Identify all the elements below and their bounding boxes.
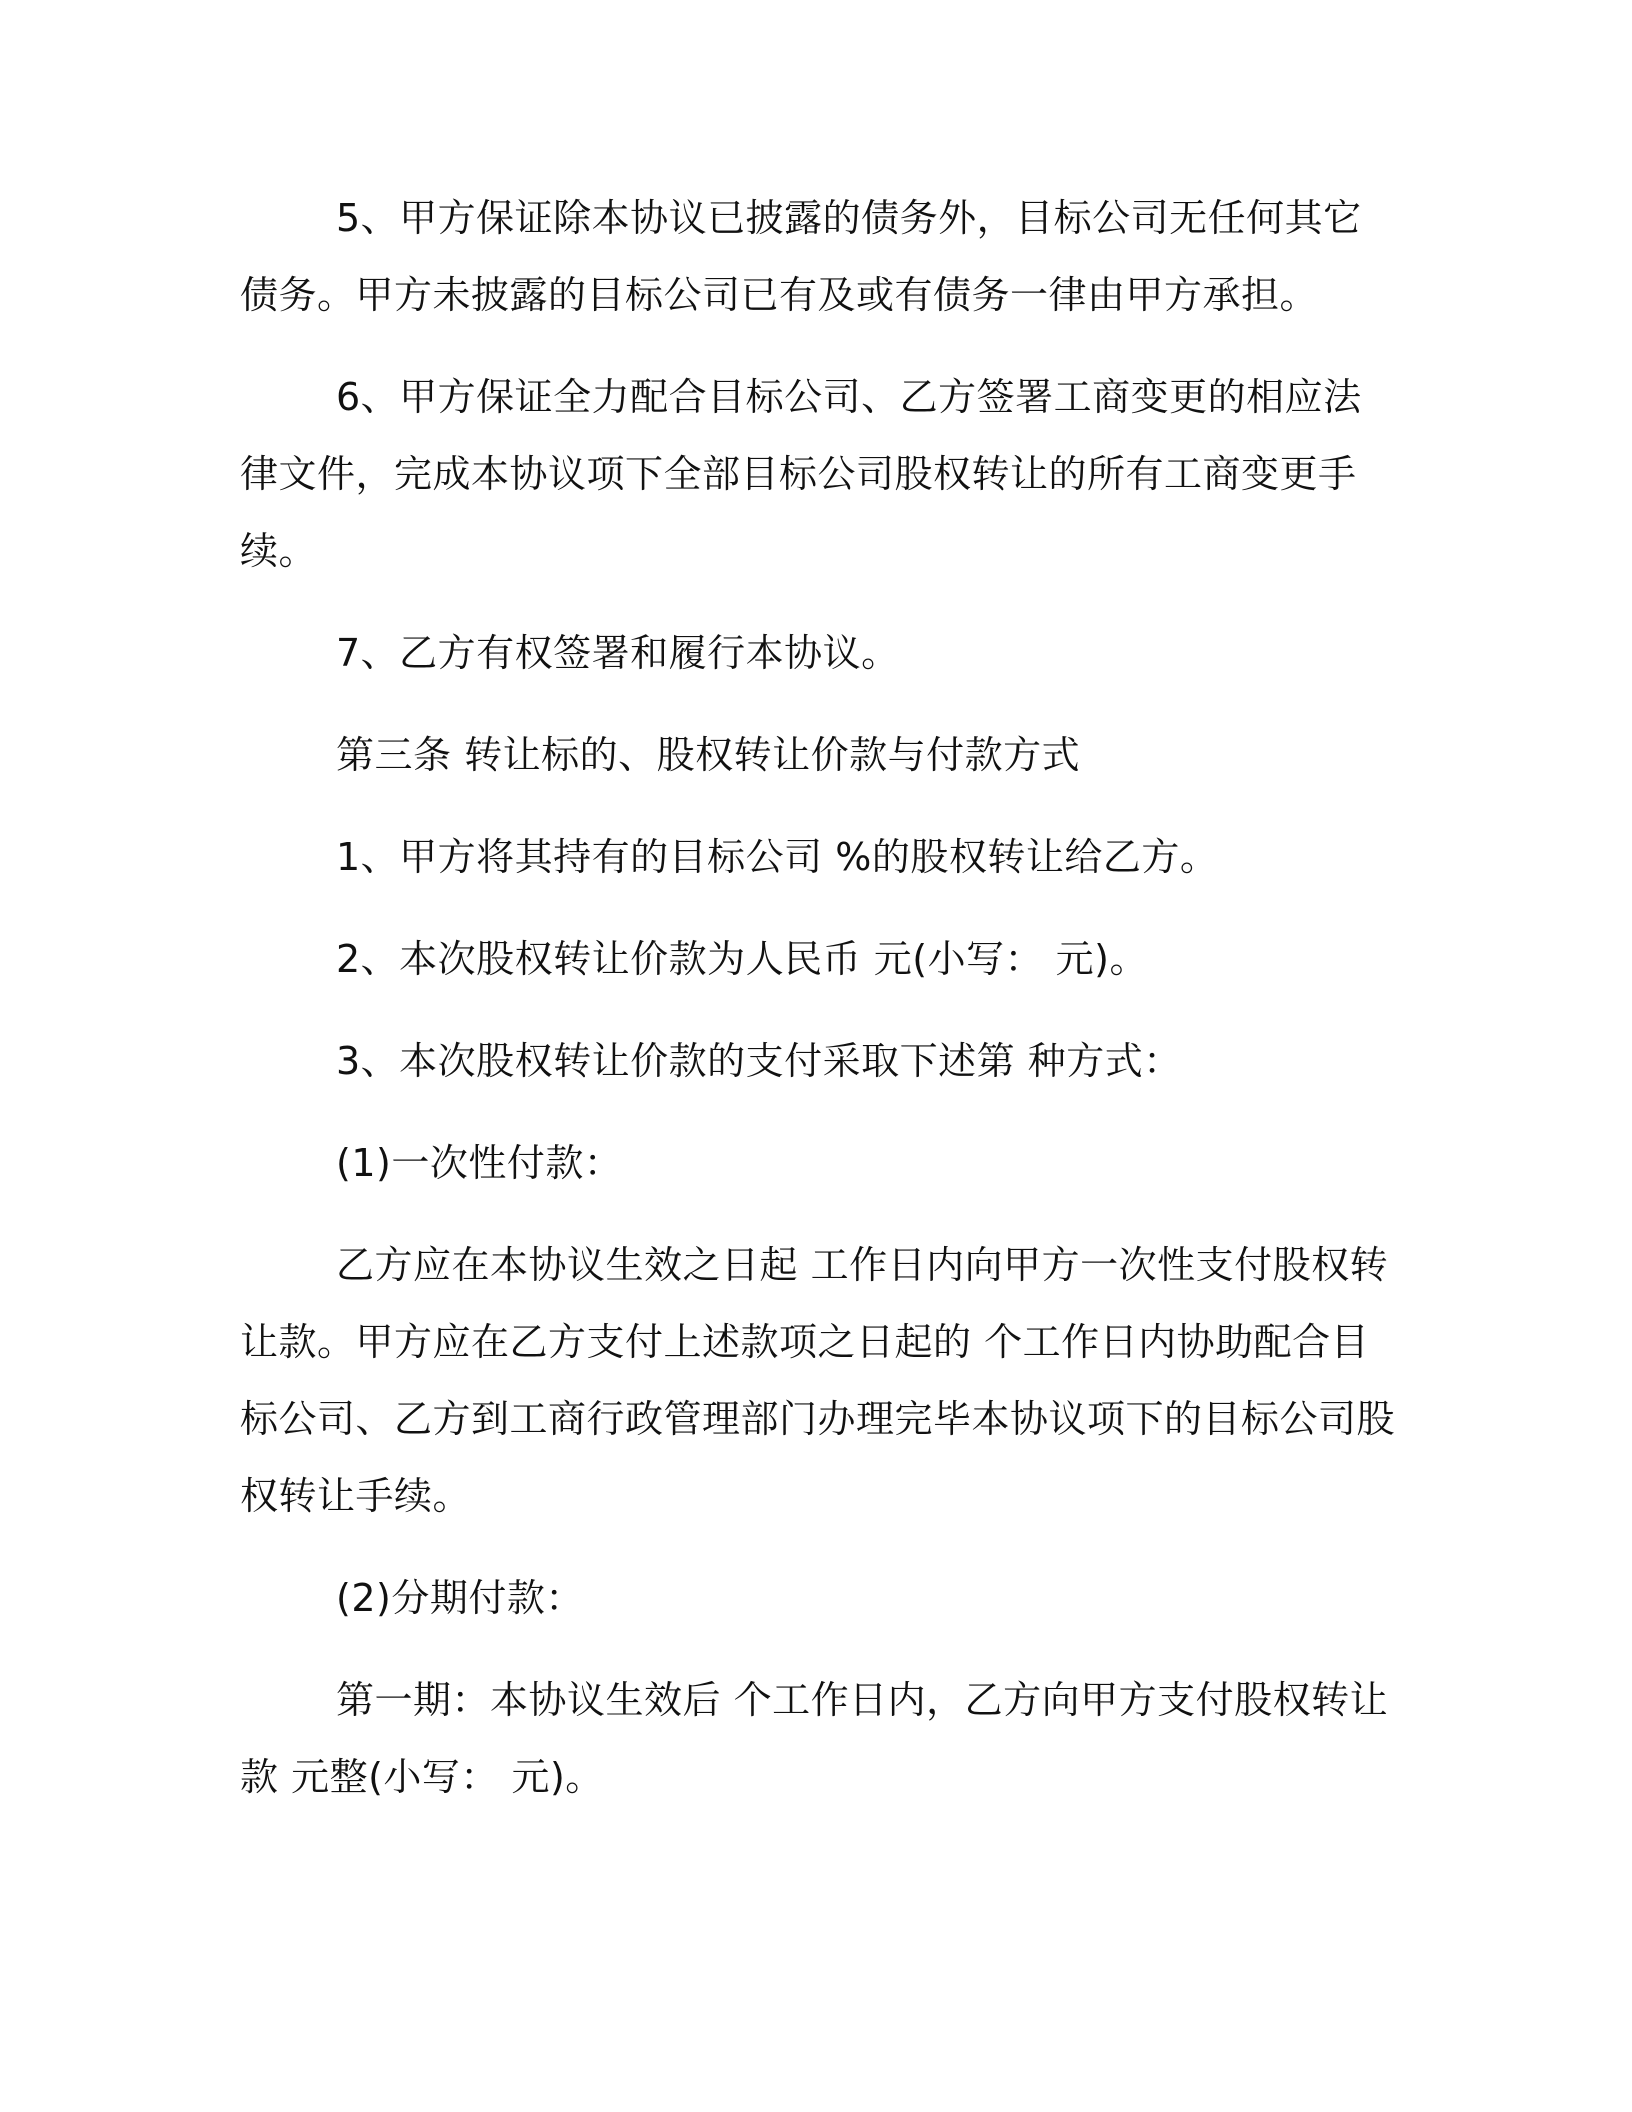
- installment-phase-1-text: 第一期：本协议生效后 个工作日内，乙方向甲方支付股权转让款 元整(小写： 元)。: [240, 1678, 1389, 1799]
- article-3-item-2: 2、本次股权转让价款为人民币 元(小写： 元)。: [336, 937, 1148, 981]
- payment-option-2-heading: (2)分期付款：: [336, 1576, 584, 1620]
- clause-7-authority: 7、乙方有权签署和履行本协议。: [336, 631, 900, 675]
- clause-6-registration-cooperation: 6、甲方保证全力配合目标公司、乙方签署工商变更的相应法律文件，完成本协议项下全部目标公司股权转让的所有工商变更手续。: [240, 375, 1362, 573]
- document-page: [240, 180, 1400, 1841]
- payment-option-1-heading: (1)一次性付款：: [336, 1141, 623, 1185]
- clause-5-debt-guarantee: 5、甲方保证除本协议已披露的债务外，目标公司无任何其它债务。甲方未披露的目标公司已有及或有债务一律由甲方承担。: [240, 196, 1362, 317]
- article-3-heading: 第三条 转让标的、股权转让价款与付款方式: [336, 733, 1081, 777]
- payment-option-1-text: 乙方应在本协议生效之日起 工作日内向甲方一次性支付股权转让款。甲方应在乙方支付上述款项之日起的 个工作日内协助配合目标公司、乙方到工商行政管理部门办理完毕本协议项下的目标公司股权转让手续。: [240, 1243, 1396, 1518]
- article-3-item-1: 1、甲方将其持有的目标公司 %的股权转让给乙方。: [336, 835, 1219, 879]
- article-3-item-3: 3、本次股权转让价款的支付采取下述第 种方式：: [336, 1039, 1182, 1083]
